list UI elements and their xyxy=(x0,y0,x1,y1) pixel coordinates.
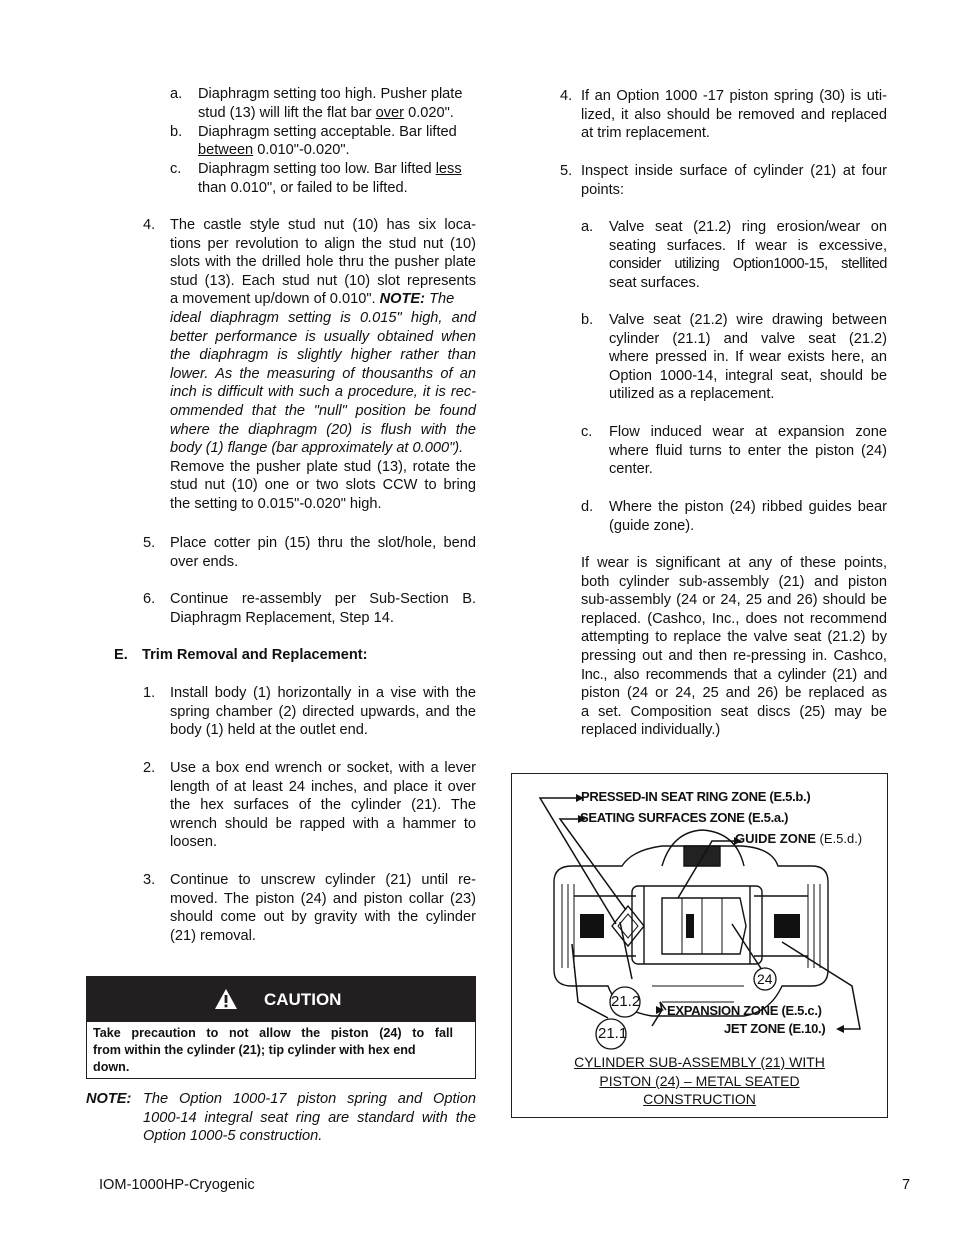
page-number: 7 xyxy=(902,1177,911,1193)
caution-text: Take precaution to not allow the piston (24) to fall from within the cylinder (21); tip cylinder with hex end down. xyxy=(93,1026,453,1074)
figure-box xyxy=(511,773,888,1118)
step-text: The castle style stud nut (10) has six loca- tions per revolution to align the stud nut (10) slots with the drilled hole thru the pusher plate stud (13). Each stud nut (10) slot represents a movement up/down of 0.010". NOTE: The ideal diaphragm setting is 0.015" high, and better performance is usually obtained when the diaphragm is slightly higher rather than lower. As the measuring of thousanths of an inch is difficult with such a procedure, it is rec- ommended that the "null" position be found where the diaphragm (20) is flush with the body (1) flange (bar approximately at 0.000"). Remove the pusher plate stud (13), rotate the stud nut (10) one or two slots CCW to bring the setting to 0.015"-0.020" high. xyxy=(170,217,476,512)
item-text: Diaphragm setting acceptable. Bar lifted xyxy=(198,124,457,140)
note-label: NOTE: xyxy=(86,1091,132,1107)
section-marker: E. xyxy=(114,647,128,663)
step-text: Install body (1) horizontally in a vise with the spring chamber (2) directed upwards, and the body (1) held at the outlet end. xyxy=(170,685,476,739)
step-marker: 4. xyxy=(143,217,156,233)
label-jet-zone: JET ZONE (E.10.) xyxy=(724,1021,826,1036)
item-text: Diaphragm setting too low. Bar lifted less xyxy=(198,161,462,177)
caution-header xyxy=(86,976,476,1022)
item-marker: c. xyxy=(170,161,182,177)
callout-21-1: 21.1 xyxy=(598,1025,628,1042)
item-text: Valve seat (21.2) wire drawing between cylinder (21.1) and valve seat (21.2) where pressed in. If wear exists here, an Option 1000-14, integral seat, should be utilized as a replacement. xyxy=(609,312,887,403)
item-text: Diaphragm setting too high. Pusher plate xyxy=(198,86,463,102)
step-marker: 5. xyxy=(560,163,573,179)
caution-body xyxy=(86,1022,476,1079)
item-marker: b. xyxy=(581,312,594,328)
warning-icon xyxy=(214,988,238,1010)
step-marker: 3. xyxy=(143,872,156,888)
item-marker: a. xyxy=(581,219,594,235)
item-text: between 0.010"-0.020". xyxy=(198,142,350,158)
item-text: Where the piston (24) ribbed guides bear (guide zone). xyxy=(609,499,887,534)
item-text: Flow induced wear at expansion zone where fluid turns to enter the piston (24) center. xyxy=(609,424,887,478)
step-text: Inspect inside surface of cylinder (21) at four points: xyxy=(581,163,887,198)
footer-document-id: IOM-1000HP-Cryogenic xyxy=(99,1177,255,1193)
step-marker: 4. xyxy=(560,88,573,104)
item-marker: a. xyxy=(170,86,183,102)
step-text: Continue re-assembly per Sub-Section B. Diaphragm Replacement, Step 14. xyxy=(170,591,476,626)
step-text: If an Option 1000 -17 piston spring (30) is uti- lized, it also should be removed and replaced at trim replacement. xyxy=(581,88,887,142)
label-seating-surfaces-zone: SEATING SURFACES ZONE (E.5.a.) xyxy=(580,810,789,825)
step-marker: 5. xyxy=(143,535,156,551)
caution-title: CAUTION xyxy=(264,990,342,1009)
step-marker: 1. xyxy=(143,685,156,701)
section-title: Trim Removal and Replacement: xyxy=(142,647,368,663)
item-marker: c. xyxy=(581,424,593,440)
item-marker: d. xyxy=(581,499,594,515)
step-text: Use a box end wrench or socket, with a lever length of at least 24 inches, and place it over the hex surfaces of the cylinder (21). The wrench should be rapped with a hammer to loosen. xyxy=(170,760,476,851)
wear-paragraph: If wear is significant at any of these points, both cylinder sub-assembly (21) and piston sub-assembly (24 or 24, 25 and 26) should be replaced. (Cashco, Inc., does not recommend attempting to replace the valve seat (21.2) by pressing out and then re-pressing in. Cashco, Inc., also recommends that a cylinder (21) and piston (24 or 24, 25 and 26) be replaced as a set. Composition seat discs (25) may be replaced individually.) xyxy=(581,555,887,739)
item-text: than 0.010", or failed to be lifted. xyxy=(198,180,408,196)
callout-21-2: 21.2 xyxy=(611,993,641,1010)
item-text: stud (13) will lift the flat bar over 0.020". xyxy=(198,105,454,121)
label-guide-zone: GUIDE ZONE (E.5.d.) xyxy=(735,831,863,846)
label-expansion-zone: EXPANSION ZONE (E.5.c.) xyxy=(667,1003,822,1018)
callout-24: 24 xyxy=(757,971,773,987)
label-pressed-in-seat-ring-zone: PRESSED-IN SEAT RING ZONE (E.5.b.) xyxy=(581,789,811,804)
step-marker: 2. xyxy=(143,760,156,776)
note-text: The Option 1000-17 piston spring and Option 1000-14 integral seat ring are standard with the Option 1000-5 construction. xyxy=(143,1091,476,1145)
item-text: Valve seat (21.2) ring erosion/wear on seating surfaces. If wear is excessive, consider utilizing Option1000-15, stellited seat surfaces. xyxy=(609,219,887,291)
step-text: Place cotter pin (15) thru the slot/hole, bend over ends. xyxy=(170,535,476,570)
step-text: Continue to unscrew cylinder (21) until re- moved. The piston (24) and piston collar (23) should come out by gravity with the cylinder (21) removal. xyxy=(170,872,476,944)
step-marker: 6. xyxy=(143,591,156,607)
item-marker: b. xyxy=(170,124,183,140)
figure-caption: CYLINDER SUB-ASSEMBLY (21) WITH PISTON (24) – METAL SEATED CONSTRUCTION xyxy=(574,1054,825,1108)
